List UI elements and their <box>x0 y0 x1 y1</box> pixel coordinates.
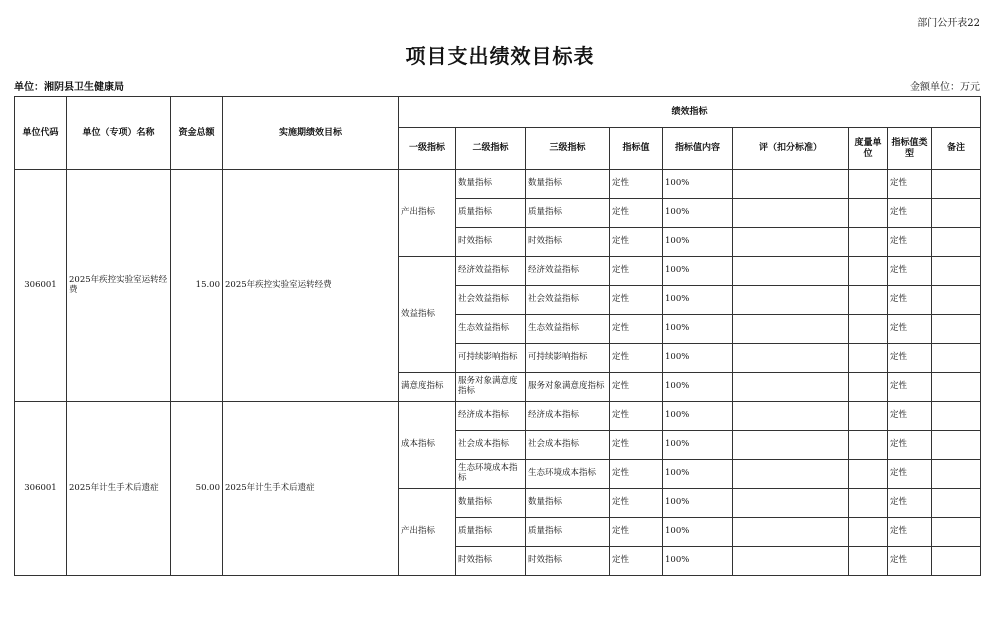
header-level1: 一级指标 <box>399 128 456 170</box>
content-cell: 100% <box>663 431 733 460</box>
scoring-cell <box>733 257 849 286</box>
value-cell: 定性 <box>610 199 663 228</box>
header-indicators: 绩效指标 <box>399 97 981 128</box>
remark-cell <box>932 518 981 547</box>
value-type-cell: 定性 <box>888 257 932 286</box>
level2-cell: 经济成本指标 <box>456 402 526 431</box>
remark-cell <box>932 344 981 373</box>
header-unit-name: 单位（专项）名称 <box>67 97 171 170</box>
level2-cell: 生态效益指标 <box>456 315 526 344</box>
level3-cell: 经济成本指标 <box>526 402 610 431</box>
value-type-cell: 定性 <box>888 315 932 344</box>
level2-cell: 数量指标 <box>456 170 526 199</box>
value-type-cell: 定性 <box>888 402 932 431</box>
measure-unit-cell <box>849 199 888 228</box>
value-type-cell: 定性 <box>888 286 932 315</box>
table-row <box>15 402 981 431</box>
level3-cell: 经济效益指标 <box>526 257 610 286</box>
header-value: 指标值 <box>610 128 663 170</box>
level3-cell: 时效指标 <box>526 547 610 576</box>
level1-cell: 满意度指标 <box>399 373 456 402</box>
value-type-cell: 定性 <box>888 170 932 199</box>
scoring-cell <box>733 199 849 228</box>
remark-cell <box>932 286 981 315</box>
content-cell: 100% <box>663 257 733 286</box>
level3-cell: 数量指标 <box>526 170 610 199</box>
level2-cell: 社会成本指标 <box>456 431 526 460</box>
value-type-cell: 定性 <box>888 431 932 460</box>
header-remark: 备注 <box>932 128 981 170</box>
remark-cell <box>932 315 981 344</box>
goal-cell: 2025年疾控实验室运转经费 <box>223 170 399 402</box>
level3-cell: 时效指标 <box>526 228 610 257</box>
remark-cell <box>932 402 981 431</box>
content-cell: 100% <box>663 489 733 518</box>
scoring-cell <box>733 286 849 315</box>
unit-code-cell: 306001 <box>15 170 67 402</box>
scoring-cell <box>733 402 849 431</box>
content-cell: 100% <box>663 199 733 228</box>
measure-unit-cell <box>849 228 888 257</box>
scoring-cell <box>733 518 849 547</box>
value-cell: 定性 <box>610 286 663 315</box>
content-cell: 100% <box>663 344 733 373</box>
value-type-cell: 定性 <box>888 344 932 373</box>
value-cell: 定性 <box>610 344 663 373</box>
value-cell: 定性 <box>610 315 663 344</box>
remark-cell <box>932 170 981 199</box>
level2-cell: 时效指标 <box>456 547 526 576</box>
content-cell: 100% <box>663 518 733 547</box>
content-cell: 100% <box>663 460 733 489</box>
level3-cell: 社会成本指标 <box>526 431 610 460</box>
level3-cell: 数量指标 <box>526 489 610 518</box>
value-cell: 定性 <box>610 257 663 286</box>
total-funds-cell: 15.00 <box>171 170 223 402</box>
scoring-cell <box>733 489 849 518</box>
header-total-funds: 资金总额 <box>171 97 223 170</box>
content-cell: 100% <box>663 286 733 315</box>
level1-cell: 成本指标 <box>399 402 456 489</box>
total-funds-cell: 50.00 <box>171 402 223 576</box>
level1-cell: 产出指标 <box>399 170 456 257</box>
scoring-cell <box>733 460 849 489</box>
level3-cell: 质量指标 <box>526 518 610 547</box>
table-row <box>15 170 981 199</box>
measure-unit-cell <box>849 460 888 489</box>
header-scoring: 评（扣分标准） <box>733 128 849 170</box>
value-cell: 定性 <box>610 373 663 402</box>
header-level2: 二级指标 <box>456 128 526 170</box>
content-cell: 100% <box>663 402 733 431</box>
measure-unit-cell <box>849 431 888 460</box>
scoring-cell <box>733 170 849 199</box>
scoring-cell <box>733 431 849 460</box>
level2-cell: 生态环境成本指标 <box>456 460 526 489</box>
value-type-cell: 定性 <box>888 228 932 257</box>
level3-cell: 质量指标 <box>526 199 610 228</box>
content-cell: 100% <box>663 315 733 344</box>
content-cell: 100% <box>663 547 733 576</box>
unit-code-cell: 306001 <box>15 402 67 576</box>
value-type-cell: 定性 <box>888 547 932 576</box>
remark-cell <box>932 228 981 257</box>
level2-cell: 数量指标 <box>456 489 526 518</box>
scoring-cell <box>733 315 849 344</box>
remark-cell <box>932 489 981 518</box>
unit-label: 单位：湘阴县卫生健康局 <box>14 82 124 93</box>
money-unit-label: 金额单位：万元 <box>910 82 980 93</box>
level1-cell: 产出指标 <box>399 489 456 576</box>
level3-cell: 生态环境成本指标 <box>526 460 610 489</box>
measure-unit-cell <box>849 373 888 402</box>
level2-cell: 服务对象满意度指标 <box>456 373 526 402</box>
performance-goal-table <box>14 96 981 576</box>
value-cell: 定性 <box>610 402 663 431</box>
level3-cell: 可持续影响指标 <box>526 344 610 373</box>
header-content: 指标值内容 <box>663 128 733 170</box>
value-type-cell: 定性 <box>888 199 932 228</box>
measure-unit-cell <box>849 170 888 199</box>
level2-cell: 时效指标 <box>456 228 526 257</box>
value-type-cell: 定性 <box>888 460 932 489</box>
value-cell: 定性 <box>610 518 663 547</box>
scoring-cell <box>733 373 849 402</box>
measure-unit-cell <box>849 257 888 286</box>
measure-unit-cell <box>849 315 888 344</box>
value-type-cell: 定性 <box>888 489 932 518</box>
measure-unit-cell <box>849 489 888 518</box>
remark-cell <box>932 373 981 402</box>
measure-unit-cell <box>849 344 888 373</box>
remark-cell <box>932 547 981 576</box>
header-measure-unit: 度量单位 <box>849 128 888 170</box>
level2-cell: 经济效益指标 <box>456 257 526 286</box>
remark-cell <box>932 431 981 460</box>
value-cell: 定性 <box>610 460 663 489</box>
value-cell: 定性 <box>610 431 663 460</box>
scoring-cell <box>733 547 849 576</box>
value-cell: 定性 <box>610 228 663 257</box>
measure-unit-cell <box>849 402 888 431</box>
unit-name-cell: 2025年疾控实验室运转经费 <box>67 170 171 402</box>
value-cell: 定性 <box>610 489 663 518</box>
form-number: 部门公开表22 <box>917 18 980 29</box>
level2-cell: 社会效益指标 <box>456 286 526 315</box>
content-cell: 100% <box>663 373 733 402</box>
value-type-cell: 定性 <box>888 373 932 402</box>
measure-unit-cell <box>849 547 888 576</box>
value-cell: 定性 <box>610 170 663 199</box>
level3-cell: 服务对象满意度指标 <box>526 373 610 402</box>
page-title: 项目支出绩效目标表 <box>405 44 595 68</box>
measure-unit-cell <box>849 518 888 547</box>
level1-cell: 效益指标 <box>399 257 456 373</box>
level2-cell: 可持续影响指标 <box>456 344 526 373</box>
header-value-type: 指标值类型 <box>888 128 932 170</box>
value-type-cell: 定性 <box>888 518 932 547</box>
header-goal: 实施期绩效目标 <box>223 97 399 170</box>
content-cell: 100% <box>663 170 733 199</box>
remark-cell <box>932 199 981 228</box>
scoring-cell <box>733 228 849 257</box>
header-unit-code: 单位代码 <box>15 97 67 170</box>
scoring-cell <box>733 344 849 373</box>
level3-cell: 生态效益指标 <box>526 315 610 344</box>
header-level3: 三级指标 <box>526 128 610 170</box>
level3-cell: 社会效益指标 <box>526 286 610 315</box>
content-cell: 100% <box>663 228 733 257</box>
remark-cell <box>932 460 981 489</box>
level2-cell: 质量指标 <box>456 518 526 547</box>
remark-cell <box>932 257 981 286</box>
value-cell: 定性 <box>610 547 663 576</box>
level2-cell: 质量指标 <box>456 199 526 228</box>
measure-unit-cell <box>849 286 888 315</box>
unit-name-cell: 2025年计生手术后遗症 <box>67 402 171 576</box>
goal-cell: 2025年计生手术后遗症 <box>223 402 399 576</box>
